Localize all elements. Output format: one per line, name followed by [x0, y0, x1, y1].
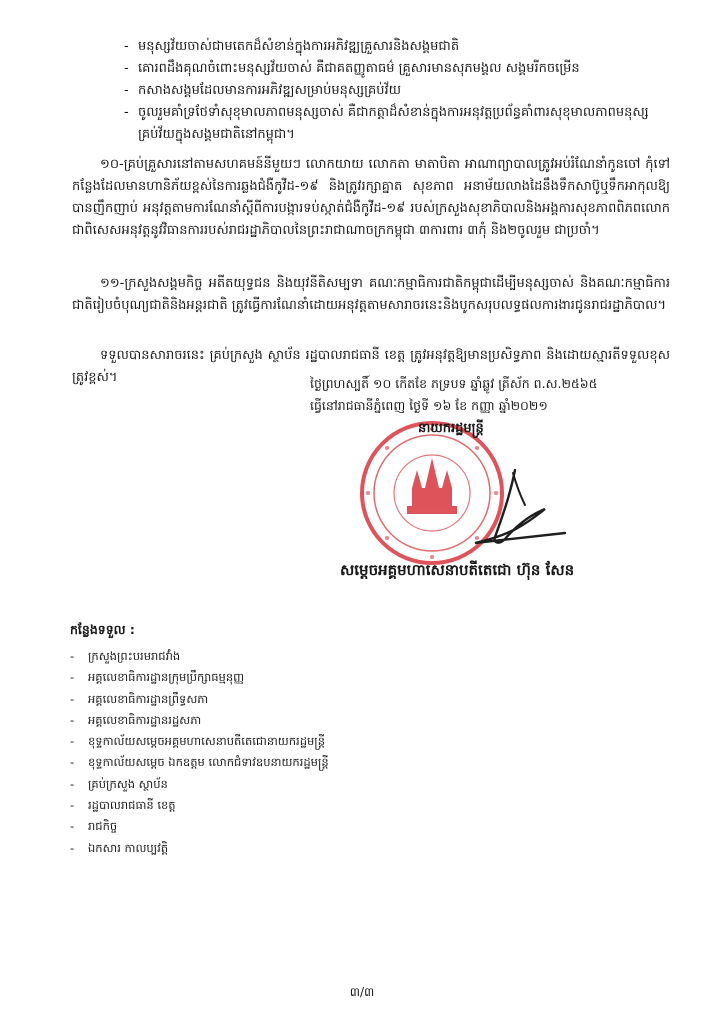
list-item: - រដ្ឋបាលរាជធានី ខេត្ត: [70, 798, 176, 813]
list-item: - អគ្គលេខាធិការដ្ឋានរដ្ឋសភា: [70, 712, 202, 727]
signatory-name: សម្តេចអគ្គមហាសេនាបតីតេជោ ហ៊ុន សែន: [340, 561, 575, 579]
paragraph-11: ១១-ក្រសួងសង្គមកិច្ច អតីតយុទ្ធជន និងយុវនីតិសម្បទា គណៈកម្មាធិការជាតិកម្ពុជាដើម្បីមនុស្សចាស់ និងគណៈកម្មាធិការជាតិរៀបចំបុណ្យជាតិនិងអន្តរជាតិ ត្រូវធ្វើការណែនាំដោយអនុវត្តតាមសារាចរនេះនិងបូកសរុបលទ្ធផលការងារជូនរាជរដ្ឋាភិបាល។: [72, 276, 670, 313]
bullet-item: - កសាងសង្គមដែលមានការអភិវឌ្ឍសម្រាប់មនុស្សគ្រប់វ័យ: [124, 83, 402, 98]
list-item: - គ្រប់ក្រសួង ស្ថាប័ន: [70, 776, 168, 791]
list-item: - ខុទ្ទកាល័យសម្តេច ឯកឧត្តម លោកជំទាវឧបនាយករដ្ឋមន្ត្រី: [70, 755, 329, 770]
page-number: ៣/៣: [349, 985, 375, 999]
prime-minister-title: នាយករដ្ឋមន្ត្រី: [418, 421, 484, 436]
paragraph-10: ១០-គ្រប់គ្រួសារនៅតាមសហគមន៍នីមួយៗ លោកយាយ លោកតា មាតាបិតា អាណាព្យាបាលត្រូវអប់រំណែនាំកូនចៅ កុំទៅកន្លែងដែលមានហានិភ័យខ្ពស់នៃការឆ្លងជំងឺកូវីដ-១៩ និងត្រូវរក្សាគ្នាត សុខភាព អនាម័យលាងដៃនឹងទឹកសាប៊ូឬទឹកអាកុលឱ្យបានញឹកញាប់ អនុវត្តតាមការណែនាំស្តីពីការបង្ការទប់ស្កាត់ជំងឺកូវីដ-១៩ របស់ក្រសួងសុខាភិបាលនិងអង្គការសុខភាពពិភពលោក ជាពិសេសអនុវត្តនូវវិធានការរបស់រាជរដ្ឋាភិបាលនៃព្រះរាជាណាចក្រកម្ពុជា ៣ការពារ ៣កុំ និង២ចូលរួម ជាប្រចាំ។: [72, 157, 670, 238]
list-item: - ខុទ្ទកាល័យសម្តេចអគ្គមហាសេនាបតីតេជោនាយករដ្ឋមន្ត្រី: [70, 734, 326, 749]
bullet-item: - មនុស្សវ័យចាស់ជាមតេកដ៏សំខាន់ក្នុងការអភិវឌ្ឍគ្រួសារនិងសង្គមជាតិ: [124, 39, 460, 54]
date-lunar: ថ្ងៃព្រហស្បតិ៍ ១០ កើតខែ ភទ្របទ ឆ្នាំឆ្លូវ ត្រីស័ក ព.ស.២៥៦៥: [310, 376, 598, 391]
recipients-heading: កន្លែងទទួល :: [70, 622, 135, 637]
list-item: - ឯកសារ កាលប្បវត្តិ: [70, 840, 169, 855]
closing-paragraph: ទទួលបានសារាចរនេះ គ្រប់ក្រសួង ស្ថាប័ន រដ្ឋបាលរាជធានី ខេត្ត ត្រូវអនុវត្តឱ្យមានប្រសិទ្ធភាព និងដោយស្មារតីទទួលខុសត្រូវខ្ពស់។: [72, 348, 670, 385]
list-item: - អគ្គលេខាធិការដ្ឋានព្រឹទ្ធសភា: [70, 691, 209, 706]
bullet-list: [124, 36, 669, 146]
bullet-item: - គោរពដឹងគុណចំពោះមនុស្សវ័យចាស់ គឺជាគតញ្ញូតាធម៌ គ្រួសារមានសុភមង្គល សង្គមរីកចម្រើន: [124, 61, 580, 76]
recipients-list: [70, 646, 329, 859]
list-item: - រាជកិច្ច: [70, 819, 118, 834]
list-item: - អគ្គលេខាធិការដ្ឋានក្រុមប្រឹក្សាធម្មនុញ្ញ: [70, 670, 245, 685]
date-solar: ធ្វើនៅរាជធានីភ្នំពេញ ថ្ងៃទី ១៦ ខែ កញ្ញា ឆ្នាំ២០២១: [310, 398, 548, 413]
list-item: - ក្រសួងព្រះបរមរាជវាំង: [70, 649, 181, 663]
signature-icon: [455, 465, 575, 555]
bullet-item: - ចូលរួមគាំទ្រថែទាំសុខុមាលភាពមនុស្សចាស់ គឺជាកត្តាដ៏សំខាន់ក្នុងការអនុវត្តប្រព័ន្ធគាំពារសុខុមាលភាពមនុស្សគ្រប់វ័យក្នុងសង្គមជាតិនៅកម្ពុជា។: [124, 105, 649, 142]
